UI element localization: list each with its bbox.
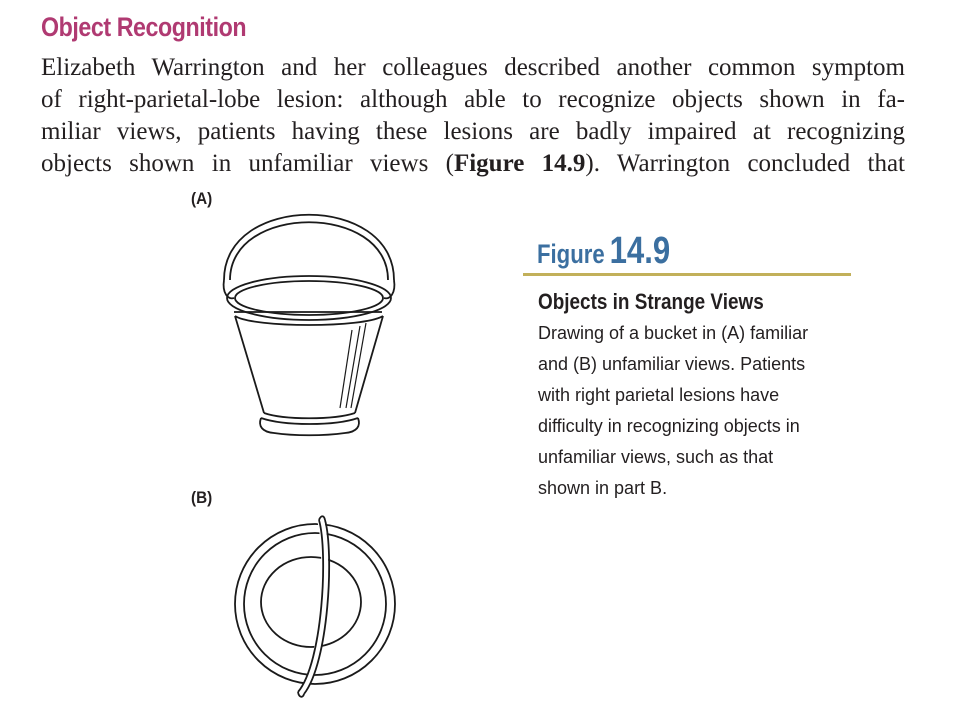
body-line-2: of right-parietal-lobe lesion: although able to recognize objects shown in fa- — [41, 86, 905, 113]
figure-reference[interactable]: Figure 14.9 — [453, 150, 586, 177]
caption-line-4: difficulty in recognizing objects in — [538, 416, 800, 436]
body-line-3: miliar views, patients having these lesions are badly impaired at recognizing — [41, 118, 905, 145]
body-line-4-start: objects shown in unfamiliar views ( — [41, 150, 454, 177]
part-a-label: (A) — [191, 189, 213, 208]
caption-line-5: unfamiliar views, such as that — [538, 447, 774, 467]
caption-line-1: Drawing of a bucket in (A) familiar — [538, 323, 809, 343]
bucket-top-view-drawing — [229, 512, 409, 712]
body-line-4-end: ). Warrington concluded that — [585, 150, 905, 177]
part-b-label: (B) — [191, 488, 213, 507]
caption-line-6: shown in part B. — [538, 478, 668, 498]
caption-title: Objects in Strange Views — [538, 289, 764, 314]
section-heading: Object Recognition — [41, 12, 247, 42]
caption-text — [538, 318, 918, 504]
caption-line-3: with right parietal lesions have — [538, 385, 780, 405]
bucket-side-view-drawing — [214, 208, 404, 448]
body-text-clip — [0, 52, 960, 180]
figure-title-rule — [523, 273, 851, 276]
body-line-1: Elizabeth Warrington and her colleagues described another common symptom — [41, 54, 905, 81]
body-line-4 — [41, 148, 905, 180]
figure-label-number: 14.9 — [609, 230, 671, 272]
figure-label-word: Figure — [537, 239, 605, 269]
caption-line-2: and (B) unfamiliar views. Patients — [538, 354, 806, 374]
figure-title — [537, 230, 670, 273]
body-paragraph — [41, 52, 905, 180]
